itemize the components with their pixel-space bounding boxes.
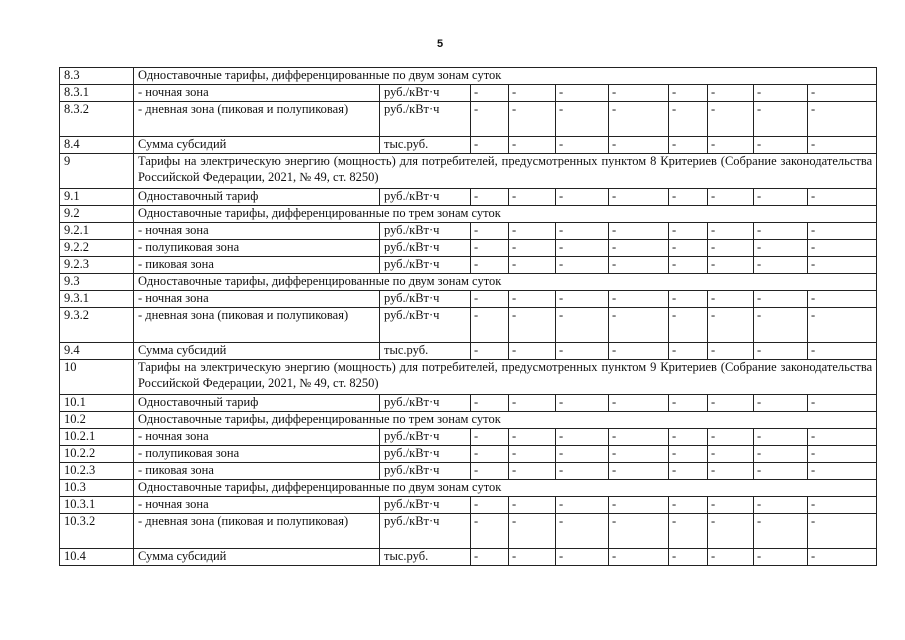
unit-cell: руб./кВт·ч bbox=[380, 189, 471, 206]
value-cell: - bbox=[669, 189, 708, 206]
value-cell: - bbox=[669, 446, 708, 463]
value-cell: - bbox=[708, 189, 754, 206]
unit-cell: руб./кВт·ч bbox=[380, 514, 471, 549]
value-cell: - bbox=[609, 240, 669, 257]
table-row bbox=[60, 85, 877, 102]
value-cell: - bbox=[471, 137, 509, 154]
indicator-name-cell: - ночная зона bbox=[134, 497, 380, 514]
row-number-cell: 10.4 bbox=[60, 549, 134, 566]
value-cell: - bbox=[556, 102, 609, 137]
value-cell: - bbox=[808, 223, 877, 240]
value-cell: - bbox=[808, 549, 877, 566]
value-cell: - bbox=[471, 102, 509, 137]
indicator-name-cell: - дневная зона (пиковая и полупиковая) bbox=[134, 514, 380, 549]
section-heading-cell: Тарифы на электрическую энергию (мощность) для потребителей, предусмотренных пунктом 9 Критериев (Собрание законодательства Российской Федерации, 2021, № 49, ст. 8250) bbox=[134, 360, 877, 395]
value-cell: - bbox=[609, 223, 669, 240]
unit-cell: руб./кВт·ч bbox=[380, 257, 471, 274]
indicator-name-cell: - дневная зона (пиковая и полупиковая) bbox=[134, 102, 380, 137]
value-cell: - bbox=[669, 429, 708, 446]
value-cell: - bbox=[754, 85, 808, 102]
value-cell: - bbox=[708, 85, 754, 102]
table-row bbox=[60, 308, 877, 343]
value-cell: - bbox=[609, 308, 669, 343]
value-cell: - bbox=[708, 446, 754, 463]
value-cell: - bbox=[471, 223, 509, 240]
value-cell: - bbox=[556, 189, 609, 206]
unit-cell: руб./кВт·ч bbox=[380, 497, 471, 514]
table-row bbox=[60, 395, 877, 412]
row-number-cell: 10.2 bbox=[60, 412, 134, 429]
unit-cell: руб./кВт·ч bbox=[380, 463, 471, 480]
value-cell: - bbox=[471, 257, 509, 274]
value-cell: - bbox=[669, 395, 708, 412]
value-cell: - bbox=[708, 429, 754, 446]
row-number-cell: 10.2.2 bbox=[60, 446, 134, 463]
table-row bbox=[60, 514, 877, 549]
value-cell: - bbox=[471, 343, 509, 360]
value-cell: - bbox=[669, 257, 708, 274]
indicator-name-cell: - ночная зона bbox=[134, 429, 380, 446]
value-cell: - bbox=[556, 240, 609, 257]
subsection-heading-cell: Одноставочные тарифы, дифференцированные по двум зонам суток bbox=[134, 480, 877, 497]
unit-cell: руб./кВт·ч bbox=[380, 308, 471, 343]
value-cell: - bbox=[708, 291, 754, 308]
table-row bbox=[60, 68, 877, 85]
value-cell: - bbox=[471, 463, 509, 480]
value-cell: - bbox=[609, 343, 669, 360]
value-cell: - bbox=[509, 395, 556, 412]
tariff-table bbox=[59, 67, 877, 566]
value-cell: - bbox=[609, 137, 669, 154]
value-cell: - bbox=[808, 463, 877, 480]
value-cell: - bbox=[754, 223, 808, 240]
unit-cell: руб./кВт·ч bbox=[380, 446, 471, 463]
value-cell: - bbox=[754, 137, 808, 154]
indicator-name-cell: Сумма субсидий bbox=[134, 343, 380, 360]
value-cell: - bbox=[471, 395, 509, 412]
value-cell: - bbox=[509, 308, 556, 343]
row-number-cell: 10.1 bbox=[60, 395, 134, 412]
value-cell: - bbox=[556, 308, 609, 343]
table-row bbox=[60, 497, 877, 514]
value-cell: - bbox=[669, 223, 708, 240]
value-cell: - bbox=[708, 308, 754, 343]
indicator-name-cell: - ночная зона bbox=[134, 85, 380, 102]
value-cell: - bbox=[754, 291, 808, 308]
value-cell: - bbox=[754, 308, 808, 343]
table-row bbox=[60, 446, 877, 463]
indicator-name-cell: - полупиковая зона bbox=[134, 240, 380, 257]
page-number: 5 bbox=[437, 38, 444, 50]
value-cell: - bbox=[609, 514, 669, 549]
indicator-name-cell: - дневная зона (пиковая и полупиковая) bbox=[134, 308, 380, 343]
value-cell: - bbox=[754, 497, 808, 514]
value-cell: - bbox=[808, 395, 877, 412]
value-cell: - bbox=[556, 223, 609, 240]
value-cell: - bbox=[708, 395, 754, 412]
value-cell: - bbox=[509, 446, 556, 463]
unit-cell: тыс.руб. bbox=[380, 343, 471, 360]
row-number-cell: 10.2.1 bbox=[60, 429, 134, 446]
indicator-name-cell: - пиковая зона bbox=[134, 463, 380, 480]
table-row bbox=[60, 343, 877, 360]
row-number-cell: 8.3.1 bbox=[60, 85, 134, 102]
value-cell: - bbox=[669, 240, 708, 257]
value-cell: - bbox=[556, 291, 609, 308]
value-cell: - bbox=[808, 257, 877, 274]
value-cell: - bbox=[609, 189, 669, 206]
value-cell: - bbox=[669, 102, 708, 137]
value-cell: - bbox=[708, 343, 754, 360]
value-cell: - bbox=[471, 446, 509, 463]
value-cell: - bbox=[754, 463, 808, 480]
value-cell: - bbox=[609, 549, 669, 566]
row-number-cell: 9.3.1 bbox=[60, 291, 134, 308]
indicator-name-cell: - пиковая зона bbox=[134, 257, 380, 274]
row-number-cell: 9.1 bbox=[60, 189, 134, 206]
unit-cell: руб./кВт·ч bbox=[380, 240, 471, 257]
value-cell: - bbox=[808, 343, 877, 360]
value-cell: - bbox=[509, 102, 556, 137]
row-number-cell: 8.3 bbox=[60, 68, 134, 85]
value-cell: - bbox=[556, 395, 609, 412]
table-row bbox=[60, 429, 877, 446]
value-cell: - bbox=[509, 257, 556, 274]
subsection-heading-cell: Одноставочные тарифы, дифференцированные по трем зонам суток bbox=[134, 412, 877, 429]
value-cell: - bbox=[509, 549, 556, 566]
row-number-cell: 9.3 bbox=[60, 274, 134, 291]
value-cell: - bbox=[509, 189, 556, 206]
row-number-cell: 9.2.1 bbox=[60, 223, 134, 240]
row-number-cell: 10.3.2 bbox=[60, 514, 134, 549]
value-cell: - bbox=[669, 463, 708, 480]
value-cell: - bbox=[669, 85, 708, 102]
table-row bbox=[60, 223, 877, 240]
value-cell: - bbox=[509, 497, 556, 514]
value-cell: - bbox=[609, 85, 669, 102]
value-cell: - bbox=[609, 395, 669, 412]
value-cell: - bbox=[708, 240, 754, 257]
value-cell: - bbox=[556, 446, 609, 463]
value-cell: - bbox=[509, 463, 556, 480]
value-cell: - bbox=[708, 223, 754, 240]
value-cell: - bbox=[471, 308, 509, 343]
table-row bbox=[60, 549, 877, 566]
row-number-cell: 9.2.2 bbox=[60, 240, 134, 257]
indicator-name-cell: - полупиковая зона bbox=[134, 446, 380, 463]
value-cell: - bbox=[808, 446, 877, 463]
unit-cell: тыс.руб. bbox=[380, 549, 471, 566]
value-cell: - bbox=[471, 85, 509, 102]
value-cell: - bbox=[669, 291, 708, 308]
row-number-cell: 10.3.1 bbox=[60, 497, 134, 514]
row-number-cell: 10 bbox=[60, 360, 134, 395]
value-cell: - bbox=[556, 85, 609, 102]
section-heading-cell: Тарифы на электрическую энергию (мощность) для потребителей, предусмотренных пунктом 8 Критериев (Собрание законодательства Российской Федерации, 2021, № 49, ст. 8250) bbox=[134, 154, 877, 189]
value-cell: - bbox=[556, 497, 609, 514]
table-row bbox=[60, 102, 877, 137]
value-cell: - bbox=[509, 429, 556, 446]
value-cell: - bbox=[509, 343, 556, 360]
row-number-cell: 8.3.2 bbox=[60, 102, 134, 137]
table-row bbox=[60, 412, 877, 429]
value-cell: - bbox=[509, 85, 556, 102]
value-cell: - bbox=[669, 308, 708, 343]
value-cell: - bbox=[609, 102, 669, 137]
value-cell: - bbox=[509, 291, 556, 308]
value-cell: - bbox=[609, 257, 669, 274]
value-cell: - bbox=[556, 549, 609, 566]
value-cell: - bbox=[708, 549, 754, 566]
value-cell: - bbox=[808, 514, 877, 549]
value-cell: - bbox=[808, 240, 877, 257]
subsection-heading-cell: Одноставочные тарифы, дифференцированные по двум зонам суток bbox=[134, 274, 877, 291]
unit-cell: руб./кВт·ч bbox=[380, 223, 471, 240]
value-cell: - bbox=[471, 189, 509, 206]
table-row bbox=[60, 360, 877, 395]
value-cell: - bbox=[808, 189, 877, 206]
value-cell: - bbox=[808, 291, 877, 308]
value-cell: - bbox=[708, 257, 754, 274]
value-cell: - bbox=[471, 429, 509, 446]
value-cell: - bbox=[754, 240, 808, 257]
value-cell: - bbox=[556, 137, 609, 154]
value-cell: - bbox=[471, 497, 509, 514]
value-cell: - bbox=[609, 497, 669, 514]
row-number-cell: 8.4 bbox=[60, 137, 134, 154]
value-cell: - bbox=[708, 514, 754, 549]
indicator-name-cell: Сумма субсидий bbox=[134, 549, 380, 566]
row-number-cell: 9 bbox=[60, 154, 134, 189]
value-cell: - bbox=[609, 463, 669, 480]
unit-cell: руб./кВт·ч bbox=[380, 429, 471, 446]
row-number-cell: 9.3.2 bbox=[60, 308, 134, 343]
value-cell: - bbox=[754, 446, 808, 463]
unit-cell: руб./кВт·ч bbox=[380, 85, 471, 102]
value-cell: - bbox=[708, 463, 754, 480]
table-row bbox=[60, 480, 877, 497]
value-cell: - bbox=[708, 497, 754, 514]
value-cell: - bbox=[471, 291, 509, 308]
value-cell: - bbox=[471, 240, 509, 257]
value-cell: - bbox=[754, 395, 808, 412]
value-cell: - bbox=[754, 343, 808, 360]
value-cell: - bbox=[708, 102, 754, 137]
value-cell: - bbox=[669, 514, 708, 549]
value-cell: - bbox=[754, 189, 808, 206]
table-row bbox=[60, 257, 877, 274]
value-cell: - bbox=[669, 343, 708, 360]
table-row bbox=[60, 291, 877, 308]
value-cell: - bbox=[471, 549, 509, 566]
value-cell: - bbox=[808, 429, 877, 446]
value-cell: - bbox=[609, 291, 669, 308]
value-cell: - bbox=[509, 223, 556, 240]
value-cell: - bbox=[669, 549, 708, 566]
value-cell: - bbox=[808, 102, 877, 137]
value-cell: - bbox=[808, 85, 877, 102]
value-cell: - bbox=[808, 497, 877, 514]
indicator-name-cell: Одноставочный тариф bbox=[134, 395, 380, 412]
row-number-cell: 10.3 bbox=[60, 480, 134, 497]
value-cell: - bbox=[808, 137, 877, 154]
value-cell: - bbox=[754, 429, 808, 446]
value-cell: - bbox=[754, 549, 808, 566]
value-cell: - bbox=[556, 257, 609, 274]
row-number-cell: 10.2.3 bbox=[60, 463, 134, 480]
value-cell: - bbox=[556, 429, 609, 446]
row-number-cell: 9.2 bbox=[60, 206, 134, 223]
row-number-cell: 9.4 bbox=[60, 343, 134, 360]
unit-cell: руб./кВт·ч bbox=[380, 395, 471, 412]
value-cell: - bbox=[669, 137, 708, 154]
table-row bbox=[60, 463, 877, 480]
value-cell: - bbox=[708, 137, 754, 154]
value-cell: - bbox=[754, 514, 808, 549]
table-row bbox=[60, 189, 877, 206]
table-row bbox=[60, 137, 877, 154]
unit-cell: руб./кВт·ч bbox=[380, 291, 471, 308]
value-cell: - bbox=[509, 137, 556, 154]
value-cell: - bbox=[471, 514, 509, 549]
indicator-name-cell: Сумма субсидий bbox=[134, 137, 380, 154]
row-number-cell: 9.2.3 bbox=[60, 257, 134, 274]
value-cell: - bbox=[754, 257, 808, 274]
value-cell: - bbox=[509, 240, 556, 257]
indicator-name-cell: - ночная зона bbox=[134, 291, 380, 308]
table-row bbox=[60, 154, 877, 189]
value-cell: - bbox=[556, 343, 609, 360]
subsection-heading-cell: Одноставочные тарифы, дифференцированные по трем зонам суток bbox=[134, 206, 877, 223]
value-cell: - bbox=[556, 514, 609, 549]
subsection-heading-cell: Одноставочные тарифы, дифференцированные по двум зонам суток bbox=[134, 68, 877, 85]
value-cell: - bbox=[609, 429, 669, 446]
table-row bbox=[60, 240, 877, 257]
unit-cell: руб./кВт·ч bbox=[380, 102, 471, 137]
value-cell: - bbox=[754, 102, 808, 137]
value-cell: - bbox=[808, 308, 877, 343]
value-cell: - bbox=[609, 446, 669, 463]
value-cell: - bbox=[669, 497, 708, 514]
unit-cell: тыс.руб. bbox=[380, 137, 471, 154]
indicator-name-cell: Одноставочный тариф bbox=[134, 189, 380, 206]
indicator-name-cell: - ночная зона bbox=[134, 223, 380, 240]
table-row bbox=[60, 274, 877, 291]
table-row bbox=[60, 206, 877, 223]
value-cell: - bbox=[509, 514, 556, 549]
value-cell: - bbox=[556, 463, 609, 480]
